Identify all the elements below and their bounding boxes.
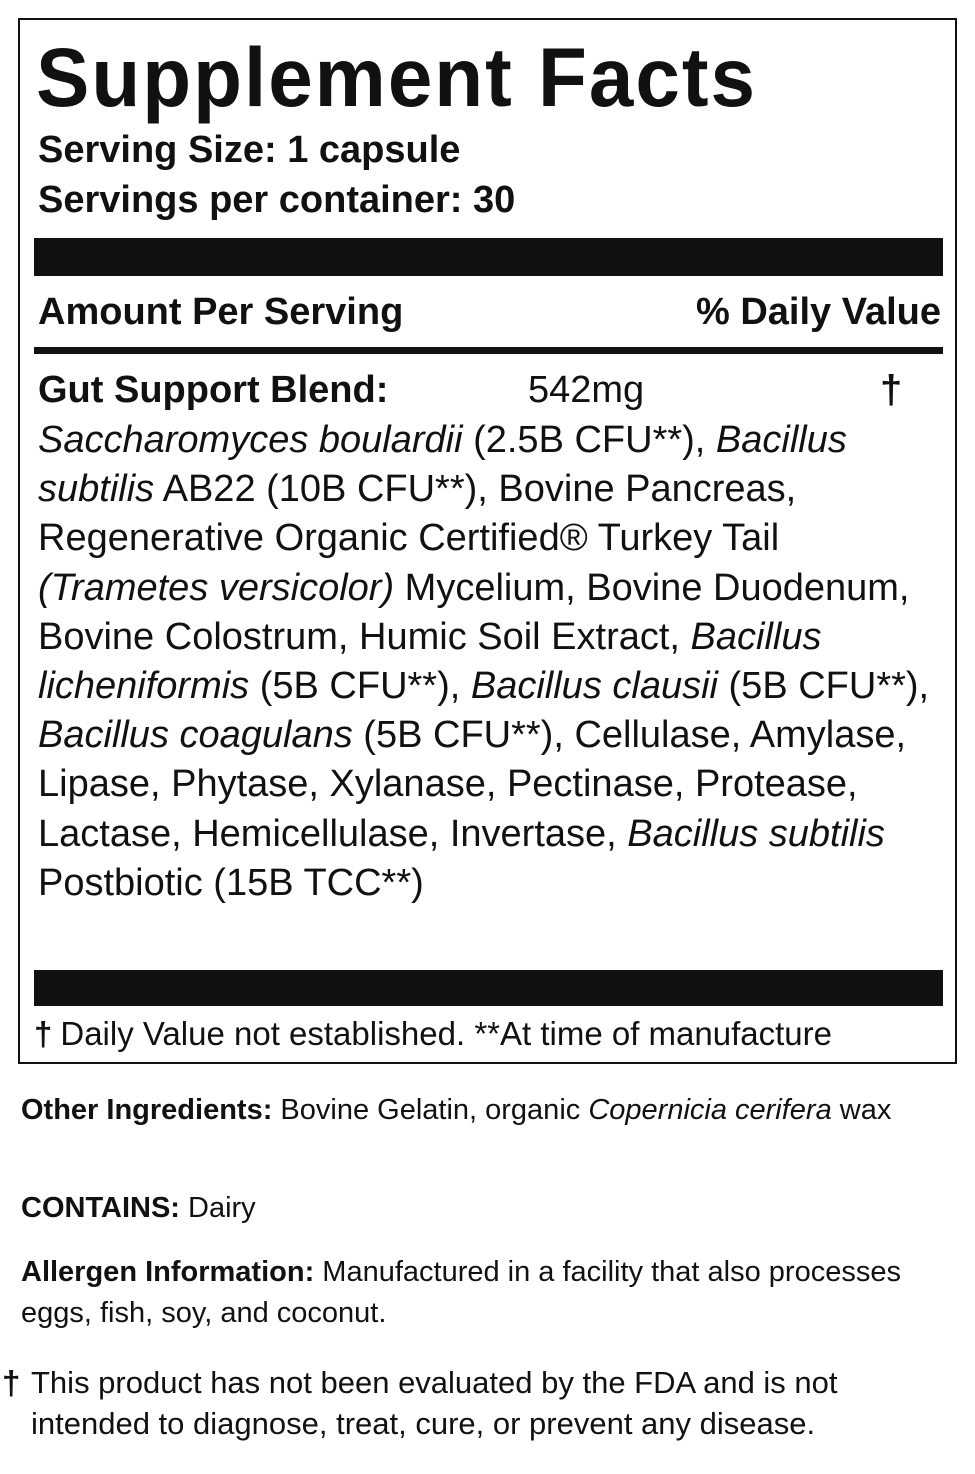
daily-value-header: % Daily Value xyxy=(695,291,941,333)
medium-divider xyxy=(34,347,943,354)
footnote-text: Daily Value not established. **At time of manufacture xyxy=(60,1015,832,1052)
other-ingredients-text-2: wax xyxy=(831,1094,892,1126)
thick-divider-bottom xyxy=(34,970,943,1006)
contains-label: CONTAINS: xyxy=(21,1192,180,1224)
contains-text: Dairy xyxy=(179,1192,256,1224)
thick-divider-top xyxy=(34,238,943,276)
ingredient-latin-name: Bacillus coagulans xyxy=(38,714,353,757)
panel-footnote xyxy=(34,1012,832,1056)
ingredient-latin-name: (Trametes versicolor) xyxy=(38,566,395,609)
ingredient-latin-name: Bacillus clausii xyxy=(470,665,718,708)
ingredient-text: Postbiotic (15B TCC**) xyxy=(38,861,424,904)
ingredient-text: (2.5B CFU**), xyxy=(462,419,716,461)
other-ingredients-label: Other Ingredients: xyxy=(21,1094,273,1126)
disclaimer-dagger: † xyxy=(2,1364,21,1401)
other-ingredients-text-1: Bovine Gelatin, organic xyxy=(272,1094,589,1126)
ingredient-text: (5B CFU**), Cellulase, Amylase, Lipase, Phytase, Xylanase, Pectinase, Protease, Lactase, Hemicellulase, Invertase, xyxy=(38,714,907,855)
blend-ingredients-list xyxy=(38,416,943,908)
disclaimer-text: This product has not been evaluated by the FDA and is not intended to diagnose, treat, cure, or prevent any disease. xyxy=(31,1365,838,1441)
allergen-information xyxy=(21,1252,951,1334)
allergen-text: Manufactured in a facility that also processes eggs, fish, soy, and coconut. xyxy=(21,1256,901,1329)
serving-size: Serving Size: 1 capsule xyxy=(38,129,461,171)
ingredient-latin-name: Saccharomyces boulardii xyxy=(38,419,463,461)
servings-per-container: Servings per container: 30 xyxy=(38,179,516,221)
other-ingredients xyxy=(21,1090,951,1131)
ingredient-latin-name: Bacillus licheniformis xyxy=(38,615,822,708)
other-ingredients-italic: Copernicia cerifera xyxy=(588,1094,832,1126)
blend-amount: 542mg xyxy=(528,369,645,411)
blend-daily-value-dagger: † xyxy=(880,368,903,412)
ingredient-text: (5B CFU**), xyxy=(717,665,930,708)
footnote-dagger: † xyxy=(34,1015,53,1052)
ingredient-text: AB22 (10B CFU**), Bovine Pancreas, Regenerative Organic Certified® Turkey Tail xyxy=(38,468,797,560)
panel-title: Supplement Facts xyxy=(36,31,758,124)
ingredient-latin-name: Bacillus subtilis xyxy=(627,812,885,855)
blend-name: Gut Support Blend: xyxy=(38,369,389,411)
ingredient-latin-name: Bacillus subtilis xyxy=(38,419,847,511)
ingredient-text: Mycelium, Bovine Duodenum, Bovine Colostrum, Humic Soil Extract, xyxy=(38,566,910,658)
allergen-label: Allergen Information: xyxy=(21,1256,315,1288)
amount-per-serving-header: Amount Per Serving xyxy=(38,291,404,333)
blend-row xyxy=(38,366,943,414)
ingredient-text: (5B CFU**), xyxy=(249,665,471,708)
supplement-facts-panel xyxy=(18,18,957,1064)
contains-statement xyxy=(21,1188,951,1229)
